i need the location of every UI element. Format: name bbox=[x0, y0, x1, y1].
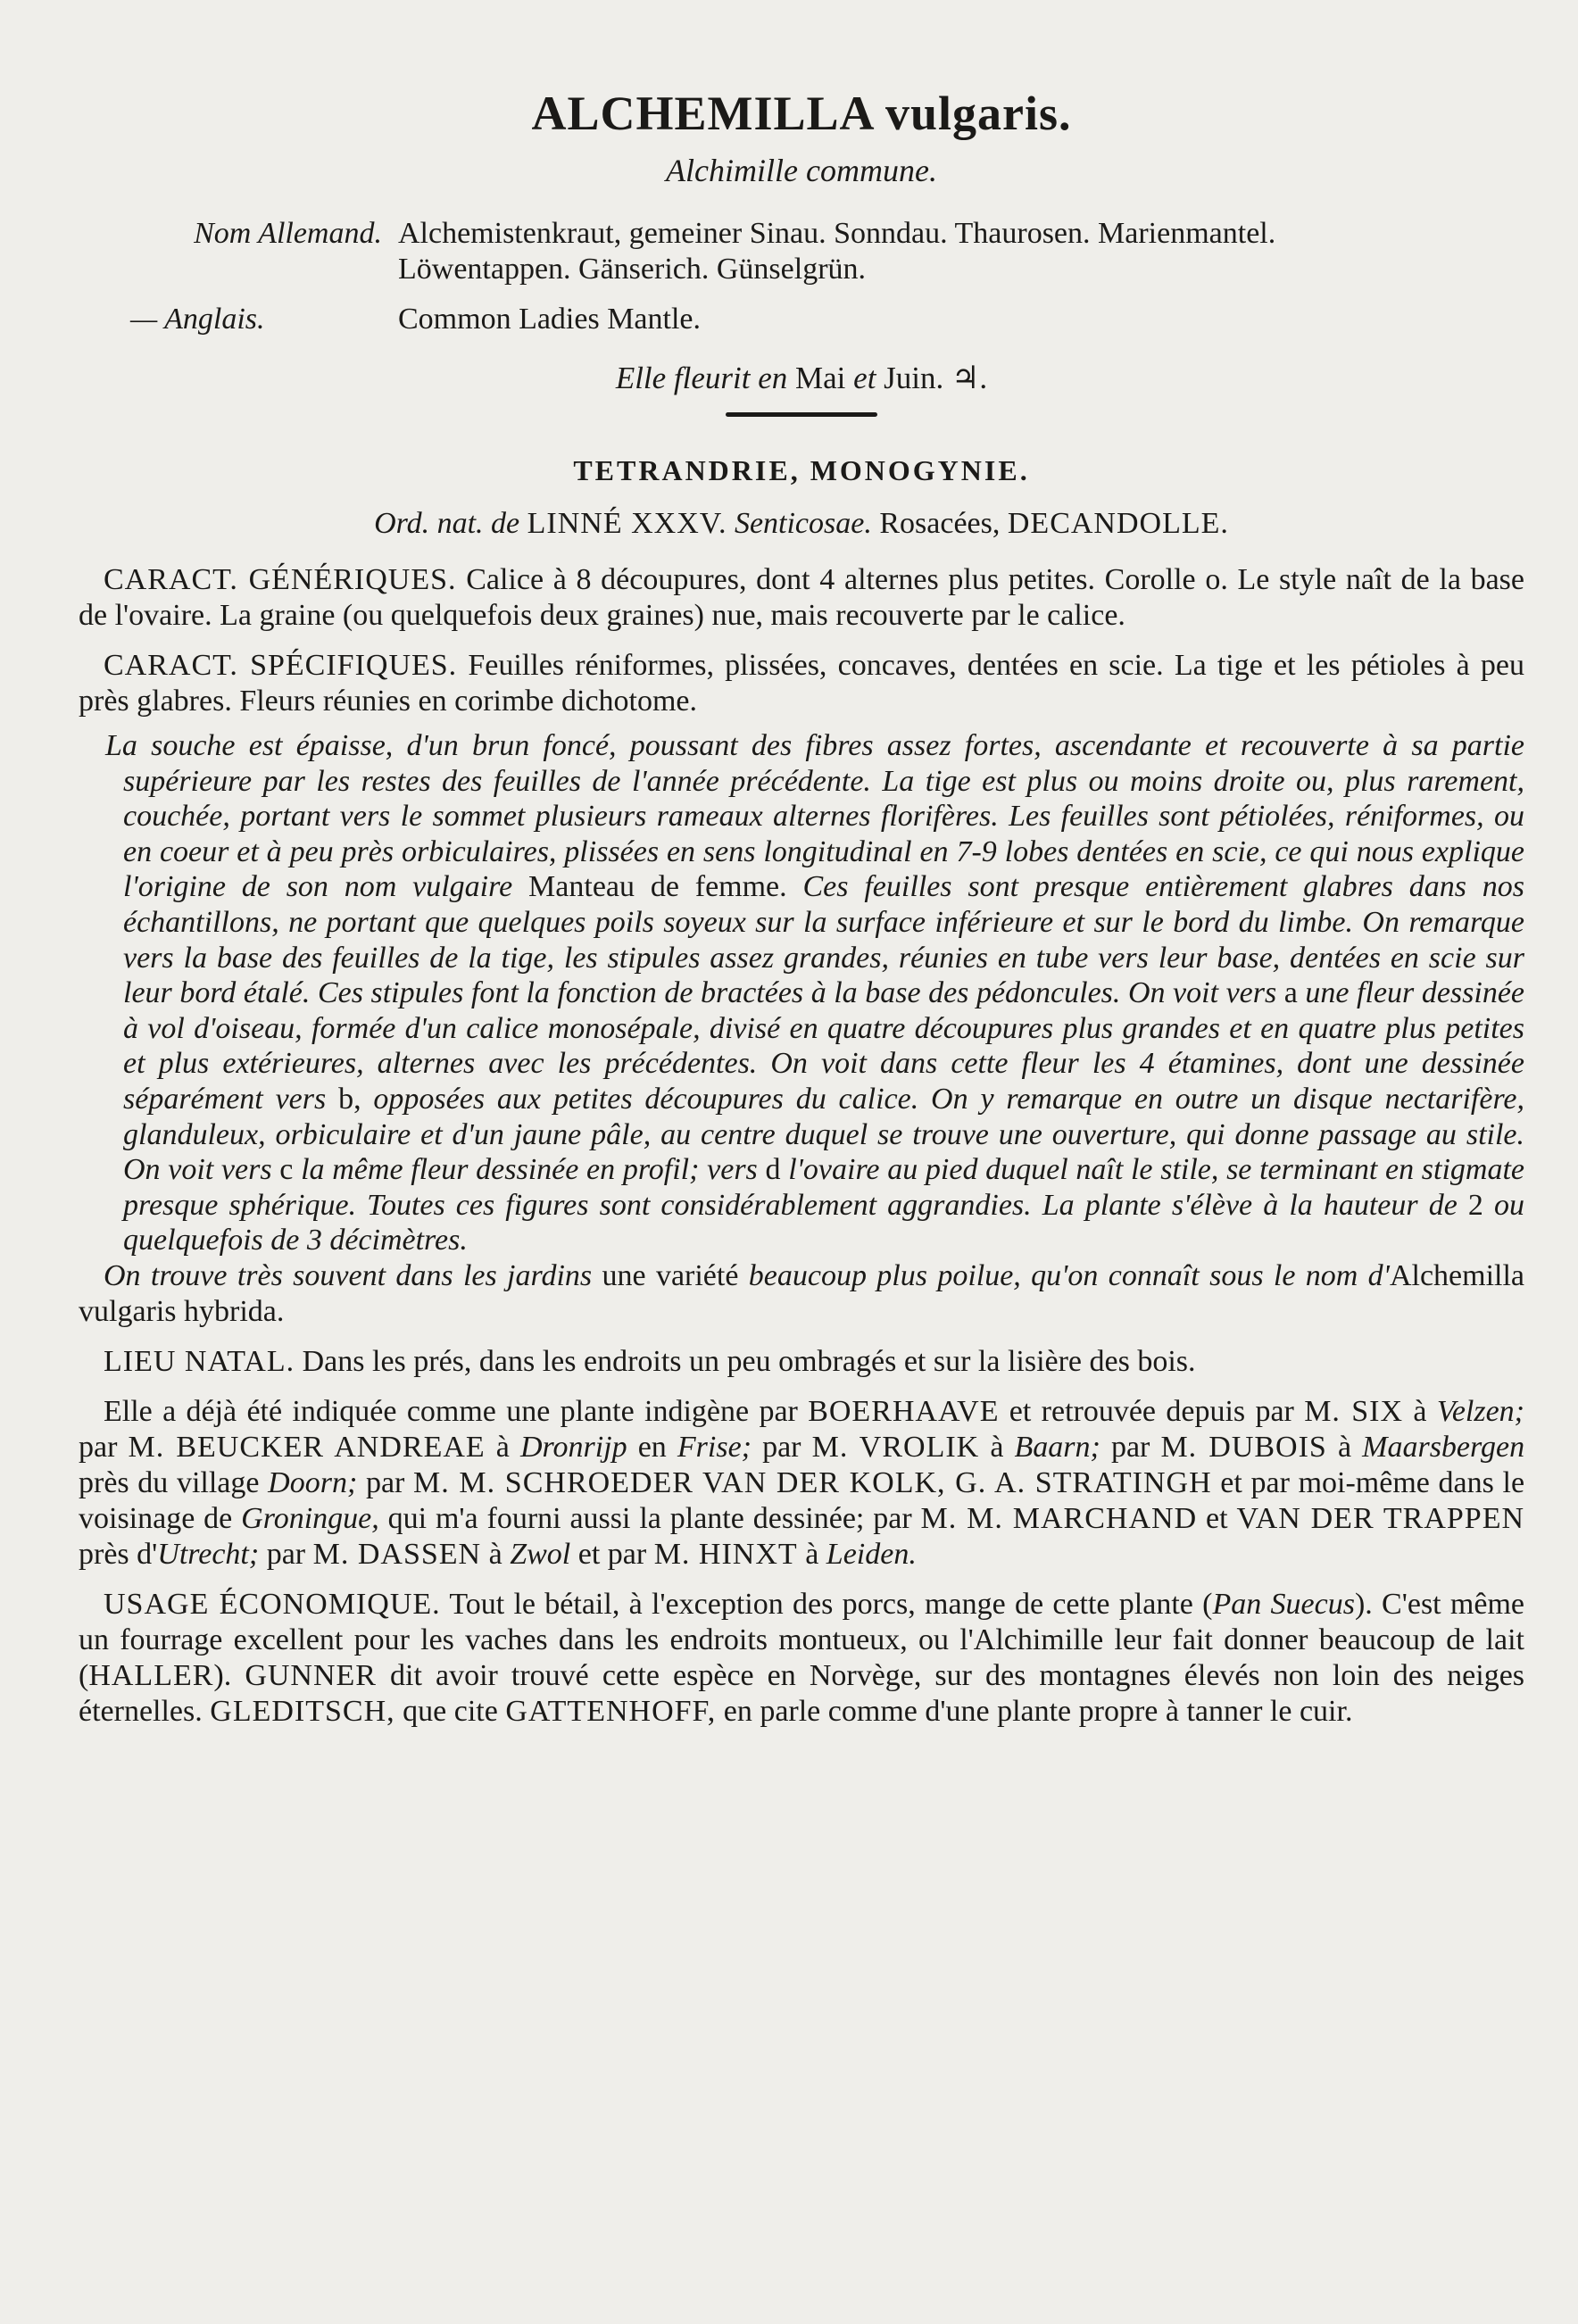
divider bbox=[726, 412, 877, 417]
flowering-month-2: Juin. bbox=[884, 361, 944, 395]
figure-ref-b: b, bbox=[338, 1082, 361, 1116]
localities-text: par bbox=[1110, 1430, 1150, 1464]
localities-text: près du village bbox=[79, 1465, 260, 1499]
localities-text: et bbox=[1206, 1501, 1228, 1535]
place-name: Doorn; bbox=[268, 1465, 358, 1499]
english-label: — Anglais. bbox=[130, 303, 265, 336]
place-name: Groningue, bbox=[241, 1501, 379, 1535]
variety-note bbox=[79, 1258, 1524, 1330]
person-name: M. M. MARCHAND bbox=[920, 1501, 1198, 1535]
figure-ref-d: d bbox=[765, 1153, 781, 1187]
person-name: M. SIX bbox=[1304, 1394, 1404, 1428]
description-text-1: La souche est épaisse, d'un brun foncé, poussant des fibres assez fortes, ascendante et recouverte à sa partie supérieure par les restes des feuilles de l'année précédente. La tige est plus ou moins droite ou, plus rarement, couchée, portant vers le sommet plusieurs rameaux alternes florifères. Les feuilles sont pétiolées, réniformes, ou en coeur et à peu près orbiculaires, plissées en sens longitudinal en 7-9 lobes dentées en scie, ce qui nous explique l'origine de son nom vulgaire bbox=[105, 729, 1524, 904]
person-name: M. VROLIK bbox=[811, 1430, 980, 1464]
localities bbox=[79, 1394, 1524, 1573]
description-text-3: une fleur dessinée à vol d'oiseau, formée d'un calice monosépale, divisé en quatre découpures plus grandes et en quatre plus petites et plus extérieures, alternes avec les précédentes. On voit dans cette fleur les 4 étamines, dont une dessinée séparément vers bbox=[123, 976, 1524, 1116]
person-name: M. DASSEN bbox=[312, 1537, 482, 1571]
perennial-symbol: ♃. bbox=[951, 361, 988, 395]
place-name: Leiden. bbox=[826, 1537, 917, 1571]
person-name: M. HINXT bbox=[653, 1537, 798, 1571]
habitat-text: Dans les prés, dans les endroits un peu ombragés et sur la lisière des bois. bbox=[302, 1344, 1196, 1378]
localities-text: à bbox=[1413, 1394, 1427, 1428]
linnaean-class: TETRANDRIE, MONOGYNIE. bbox=[573, 454, 1030, 486]
variety-text-1: On trouve très souvent dans les jardins bbox=[104, 1258, 593, 1292]
variety-text-2: une bbox=[602, 1258, 646, 1292]
description-text-2: Ces feuilles sont presque entièrement glabres dans nos échantillons, ne portant que quelques poils soyeux sur la surface inférieure et sur le bord du limbe. On remarque vers la base des feuilles de la tige, les stipules assez grandes, réunies en tube vers leur base, dentées en scie sur leur bord étalé. Ces stipules font la fonction de bractées à la base des pédoncules. On voit vers bbox=[123, 870, 1525, 1010]
economic-use-text: Tout le bétail, à l'exception des porcs, mange de cette plante ( bbox=[449, 1587, 1213, 1621]
person-name: M. M. SCHROEDER VAN DER KOLK, G. A. STRATINGH bbox=[413, 1465, 1212, 1499]
economic-use-label: USAGE ÉCONOMIQUE. bbox=[104, 1587, 441, 1621]
place-name: Maarsbergen bbox=[1362, 1430, 1525, 1464]
french-name: Alchimille commune. bbox=[666, 153, 937, 188]
english-name: Common Ladies Mantle. bbox=[398, 303, 702, 336]
person-name: M. BEUCKER ANDREAE bbox=[128, 1430, 486, 1464]
order-rosacees: Rosacées, bbox=[879, 507, 1001, 540]
localities-text: à bbox=[805, 1537, 819, 1571]
flowering-period bbox=[79, 361, 1524, 396]
economic-use bbox=[79, 1587, 1524, 1730]
variety-text-4: beaucoup plus poilue, qu'on connaît sous le nom d' bbox=[748, 1258, 1390, 1292]
person-name: GUNNER bbox=[245, 1658, 377, 1692]
place-name: Dronrijp bbox=[519, 1430, 627, 1464]
order-label: Ord. nat. de bbox=[374, 507, 520, 540]
person-name: GLEDITSCH, bbox=[210, 1694, 395, 1728]
localities-text: près d' bbox=[79, 1537, 158, 1571]
localities-text: en bbox=[637, 1430, 667, 1464]
place-name: Utrecht; bbox=[157, 1537, 260, 1571]
source-ref: Pan Suecus bbox=[1212, 1587, 1355, 1621]
localities-text: et retrouvée depuis par bbox=[1009, 1394, 1294, 1428]
document-body bbox=[79, 86, 1524, 1730]
german-names-line-2: Löwentappen. Gänserich. Günselgrün. bbox=[398, 253, 867, 286]
localities-text: par bbox=[365, 1465, 405, 1499]
localities-text: à bbox=[495, 1430, 510, 1464]
person-name: VAN DER TRAPPEN bbox=[1236, 1501, 1525, 1535]
economic-use-text: ). C'est même un fourrage excellent pour les vaches dans les endroits montueux, ou l'Alchimille leur fait donner beaucoup de lait ( bbox=[79, 1587, 1524, 1692]
economic-use-text: ). bbox=[213, 1658, 232, 1692]
description-text-4: opposées aux petites découpures du calice. On y remarque en outre un disque nectarifère, glanduleux, orbiculaire et d'un jaune pâle, au centre duquel se trouve une ouverture, qui donne passage au stile. On voit vers bbox=[123, 1082, 1525, 1187]
order-senticosae: Senticosae. bbox=[734, 507, 872, 540]
common-names bbox=[79, 216, 1524, 337]
flowering-month-1: Mai bbox=[795, 361, 846, 395]
localities-text: à bbox=[488, 1537, 502, 1571]
description-text-7: ou quelquefois de 3 décimètres. bbox=[123, 1188, 1524, 1257]
place-name: Frise; bbox=[677, 1430, 752, 1464]
localities-text: Elle a déjà été indiquée comme une plante indigène par bbox=[104, 1394, 798, 1428]
place-name: Zwol bbox=[510, 1537, 571, 1571]
economic-use-text: que cite bbox=[403, 1694, 498, 1728]
german-names bbox=[398, 216, 1524, 287]
specific-characters-label: CARACT. SPÉCIFIQUES. bbox=[104, 649, 458, 682]
person-name: BOERHAAVE bbox=[808, 1394, 1000, 1428]
description-text-6: l'ovaire au pied duquel naît le stile, se terminant en stigmate presque sphérique. Toutes ces figures sont considérablement aggrandies. La plante s'élève à la hauteur de bbox=[123, 1153, 1525, 1222]
person-name: GATTENHOFF, bbox=[505, 1694, 717, 1728]
localities-text: par bbox=[79, 1430, 118, 1464]
habitat-label: LIEU NATAL. bbox=[104, 1344, 295, 1378]
generic-characters-label: CARACT. GÉNÉRIQUES. bbox=[104, 563, 457, 596]
figure-ref-a: a bbox=[1283, 976, 1298, 1010]
habitat bbox=[79, 1344, 1524, 1380]
variety-name: Alchemilla vulgaris hybrida. bbox=[79, 1258, 1524, 1328]
order-decandolle: DECANDOLLE. bbox=[1007, 507, 1229, 540]
description bbox=[79, 728, 1524, 1258]
specific-characters-text: Feuilles réniformes, plissées, concaves, dentées en scie. La tige et les pétioles à peu près glabres. Fleurs réunies en corimbe dichotome. bbox=[79, 649, 1524, 718]
localities-text: et par moi-même dans le voisinage de bbox=[79, 1465, 1525, 1535]
person-name: M. DUBOIS bbox=[1160, 1430, 1327, 1464]
localities-text: par bbox=[762, 1430, 801, 1464]
generic-characters-text: Calice à 8 découpures, dont 4 alternes plus petites. Corolle o. Le style naît de la base de l'ovaire. La graine (ou quelquefois deux graines) nue, mais recouverte par le calice. bbox=[79, 563, 1524, 632]
natural-order bbox=[79, 507, 1524, 541]
generic-characters bbox=[79, 562, 1524, 634]
place-name: Baarn; bbox=[1014, 1430, 1100, 1464]
localities-text: par bbox=[266, 1537, 306, 1571]
economic-use-text: dit avoir trouvé cette espèce en Norvège, sur des montagnes élevés non loin des neiges éternelles. bbox=[79, 1658, 1525, 1728]
page-title: ALCHEMILLA vulgaris. bbox=[531, 87, 1072, 140]
description-text-5: la même fleur dessinée en profil; vers bbox=[301, 1153, 758, 1187]
economic-use-text: en parle comme d'une plante propre à tanner le cuir. bbox=[723, 1694, 1353, 1728]
vernacular-name: Manteau de femme. bbox=[528, 870, 787, 904]
flowering-conj: et bbox=[853, 361, 876, 395]
place-name: Velzen; bbox=[1436, 1394, 1524, 1428]
height-number: 2 bbox=[1467, 1188, 1483, 1222]
flowering-text: Elle fleurit en bbox=[615, 361, 788, 395]
localities-text: à bbox=[990, 1430, 1004, 1464]
localities-text: et par bbox=[577, 1537, 647, 1571]
german-names-line-1: Alchemistenkraut, gemeiner Sinau. Sonndau. Thaurosen. Marienmantel. bbox=[398, 217, 1276, 250]
order-linne: LINNÉ XXXV. bbox=[527, 507, 727, 540]
figure-ref-c: c bbox=[279, 1153, 294, 1187]
person-name: HALLER bbox=[88, 1658, 214, 1692]
variety-text-3: variété bbox=[655, 1258, 739, 1292]
localities-text: à bbox=[1337, 1430, 1352, 1464]
specific-characters bbox=[79, 648, 1524, 719]
german-label: Nom Allemand. bbox=[194, 217, 382, 250]
localities-text: qui m'a fourni aussi la plante dessinée; par bbox=[387, 1501, 912, 1535]
